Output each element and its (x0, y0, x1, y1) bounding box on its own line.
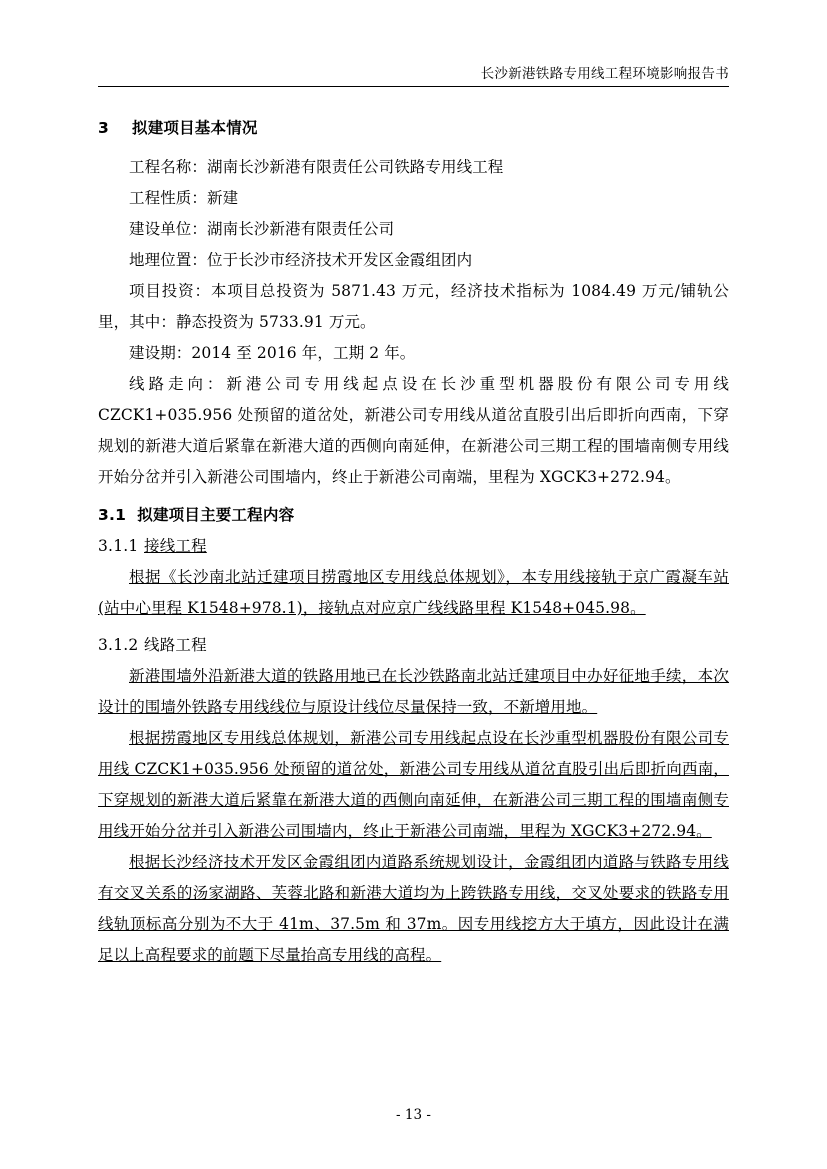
paragraph-route-direction: 线路走向：新港公司专用线起点设在长沙重型机器股份有限公司专用线 CZCK1+035.956 处预留的道岔处，新港公司专用线从道岔直股引出后即折向西南，下穿规划的新港大道后紧靠在新港大道的西侧向南延伸，在新港公司三期工程的围墙南侧专用线开始分岔并引入新港公司围墙内，终止于新港公司南端，里程为 XGCK3+272.94。 (98, 375, 729, 486)
paragraph-line-works-3: 根据长沙经济技术开发区金霞组团内道路系统规划设计，金霞组团内道路与铁路专用线有交叉关系的汤家湖路、芙蓉北路和新港大道均为上跨铁路专用线，交叉处要求的铁路专用线轨顶标高分别为不大于 41m、37.5m 和 37m。因专用线挖方大于填方，因此设计在满足以上高程要求的前题下尽量抬高专用线的高程。 (98, 853, 729, 964)
section-3-1-1-number: 3.1.1 (98, 537, 139, 555)
paragraph-project-nature: 工程性质：新建 (129, 189, 239, 207)
section-3-number: 3 (98, 119, 109, 137)
paragraph-connection-works: 根据《长沙南北站迁建项目捞霞地区专用线总体规划》，本专用线接轨于京广霞凝车站(站中心里程 K1548+978.1)，接轨点对应京广线线路里程 K1548+045.98。 (98, 568, 729, 617)
section-3-title: 拟建项目基本情况 (132, 119, 258, 137)
paragraph-line-works-2: 根据捞霞地区专用线总体规划，新港公司专用线起点设在长沙重型机器股份有限公司专用线 CZCK1+035.956 处预留的道岔处，新港公司专用线从道岔直股引出后即折向西南，下穿规划的新港大道后紧靠在新港大道的西侧向南延伸，在新港公司三期工程的围墙南侧专用线开始分岔并引入新港公司围墙内，终止于新港公司南端，里程为 XGCK3+272.94。 (98, 729, 729, 840)
page-content (98, 116, 729, 971)
heading-section-3 (98, 116, 729, 138)
heading-section-3-1 (98, 503, 729, 525)
paragraph-project-name: 工程名称：湖南长沙新港有限责任公司铁路专用线工程 (129, 158, 504, 176)
page-footer: - 13 - (396, 1107, 431, 1123)
section-3-1-title: 拟建项目主要工程内容 (137, 506, 295, 524)
heading-section-3-1-2 (98, 633, 729, 655)
paragraph-line-works-1: 新港围墙外沿新港大道的铁路用地已在长沙铁路南北站迁建项目中办好征地手续，本次设计的围墙外铁路专用线线位与原设计线位尽量保持一致，不新增用地。 (98, 667, 729, 716)
paragraph-construction-unit: 建设单位：湖南长沙新港有限责任公司 (129, 220, 395, 238)
paragraph-location: 地理位置：位于长沙市经济技术开发区金霞组团内 (129, 251, 473, 269)
header-divider (98, 86, 729, 87)
running-header: 长沙新港铁路专用线工程环境影响报告书 (480, 66, 729, 82)
section-3-1-1-title: 接线工程 (144, 537, 207, 555)
paragraph-investment: 项目投资：本项目总投资为 5871.43 万元，经济技术指标为 1084.49 万元/铺轨公里，其中：静态投资为 5733.91 万元。 (98, 282, 729, 331)
section-3-1-number: 3.1 (98, 506, 127, 524)
heading-section-3-1-1 (98, 534, 729, 556)
paragraph-construction-period: 建设期：2014 至 2016 年，工期 2 年。 (129, 344, 416, 362)
section-3-1-2-number: 3.1.2 (98, 636, 139, 654)
section-3-1-2-title: 线路工程 (144, 636, 207, 654)
